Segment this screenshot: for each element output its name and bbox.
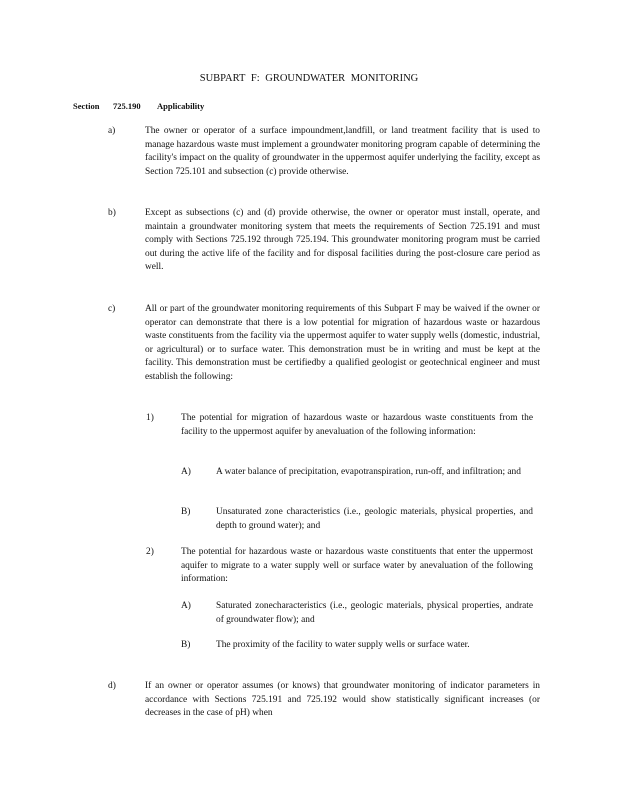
section-name: Applicability xyxy=(157,101,205,111)
paragraph-label: A) xyxy=(181,467,191,477)
paragraph-text: The proximity of the facility to water supply wells or surface water. xyxy=(216,640,470,650)
paragraph-label: 1) xyxy=(146,413,154,423)
paragraph-label: a) xyxy=(108,126,116,136)
paragraph-label: 2) xyxy=(146,547,154,557)
subpart-title: SUBPART F: GROUNDWATER MONITORING xyxy=(199,73,419,84)
section-label: Section xyxy=(73,101,100,111)
paragraph-text: The potential for migration of hazardous waste or hazardous waste constituents from the facility to the uppermost aquifer by anevaluation of the following information: xyxy=(181,413,533,437)
section-heading xyxy=(73,101,205,111)
paragraph-text: The owner or operator of a surface impoundment,landfill, or land treatment facility that is used to manage hazardous waste must implement a groundwater monitoring program capable of determining the facility's impact on the quality of groundwater in the uppermost aquifer underlying the facility, except as Section 725.101 and subsection (c) provide otherwise. xyxy=(145,126,540,177)
paragraph-text: The potential for hazardous waste or hazardous waste constituents that enter the uppermost aquifer to migrate to a water supply well or surface water by anevaluation of the following information: xyxy=(181,547,533,585)
paragraph-text: If an owner or operator assumes (or knows) that groundwater monitoring of indicator parameters in accordance with Sections 725.191 and 725.192 would show statistically significant increases (or decreases in the case of pH) when xyxy=(145,681,540,719)
paragraph-label: c) xyxy=(108,304,116,314)
paragraph-label: A) xyxy=(181,601,191,611)
paragraph-text: Except as subsections (c) and (d) provide otherwise, the owner or operator must install, operate, and maintain a groundwater monitoring system that meets the requirements of Section 725.191 and must comply with Sections 725.192 through 725.194. This groundwater monitoring program must be carried out during the active life of the facility and for disposal facilities during the post-closure care period as well. xyxy=(145,208,540,273)
paragraph-label: d) xyxy=(108,681,116,691)
paragraph-text: Saturated zonecharacteristics (i.e., geologic materials, physical properties, andrate of groundwater flow); and xyxy=(216,601,533,625)
paragraph-text: A water balance of precipitation, evapotranspiration, run-off, and infiltration; and xyxy=(216,467,521,477)
paragraph-label: B) xyxy=(181,507,191,517)
paragraph-label: B) xyxy=(181,640,191,650)
paragraph-label: b) xyxy=(108,208,116,218)
paragraph-text: All or part of the groundwater monitoring requirements of this Subpart F may be waived if the owner or operator can demonstrate that there is a low potential for migration of hazardous waste or hazardous waste constituents from the facility via the uppermost aquifer to water supply wells (domestic, industrial, or agricultural) or to surface water. This demonstration must be in writing and must be kept at the facility. This demonstration must be certifiedby a qualified geologist or geotechnical engineer and must establish the following: xyxy=(145,304,540,382)
section-number: 725.190 xyxy=(113,101,141,111)
paragraph-text: Unsaturated zone characteristics (i.e., geologic materials, physical properties, and depth to ground water); and xyxy=(216,507,533,531)
